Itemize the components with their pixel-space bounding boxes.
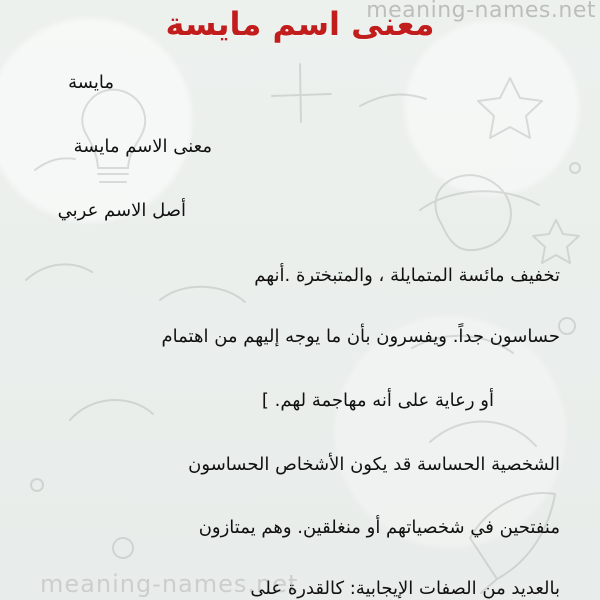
name-text: مايسة — [68, 72, 114, 93]
description-line: تخفيف مائسة المتمايلة ، والمتبخترة .أنهم — [254, 265, 560, 286]
description-line: حساسون جداً. ويفسرون بأن ما يوجه إليهم من اهتمام — [161, 326, 560, 347]
description-line: أو رعاية على أنه مهاجمة لهم. ] — [261, 390, 494, 411]
origin-text: أصل الاسم عربي — [57, 200, 186, 221]
page-title: معنى اسم مايسة — [165, 5, 435, 43]
description-line: منفتحين في شخصياتهم أو منغلقين. وهم يمتازون — [198, 517, 560, 538]
top-watermark: meaning-names.net — [366, 0, 596, 23]
description-line: الشخصية الحساسة قد يكون الأشخاص الحساسون — [188, 454, 560, 475]
bottom-watermark: meaning-names.net — [40, 570, 299, 598]
meaning-heading: معنى الاسم مايسة — [73, 136, 212, 157]
description-line: بالعديد من الصفات الإيجابية: كالقدرة على — [250, 578, 560, 599]
